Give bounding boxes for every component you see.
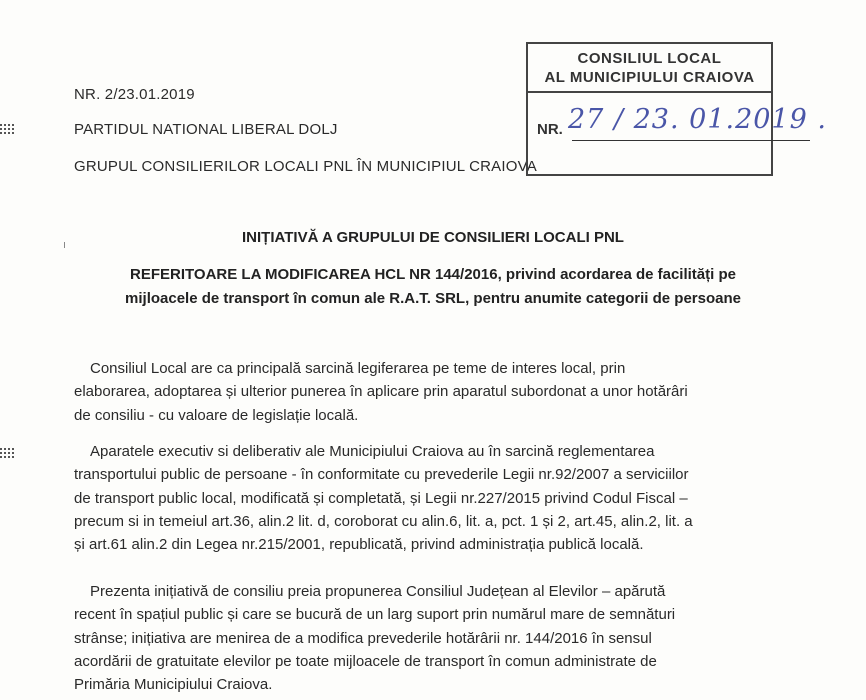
paragraph-line: acordării de gratuitate elevilor pe toate mijloacele de transport în comun administrate de xyxy=(74,652,657,670)
document-title: INIȚIATIVĂ A GRUPULUI DE CONSILIERI LOCALI PNL xyxy=(242,229,624,246)
binder-hole-mark xyxy=(0,122,16,136)
paragraph-line: precum si in temeiul art.36, alin.2 lit. d, coroborat cu alin.6, lit. a, pct. 1 și 2, art.45, alin.2, lit. a xyxy=(74,512,693,530)
paragraph-line: strânse; inițiativa are menirea de a modifica prevederile hotărârii nr. 144/2016 în sensul xyxy=(74,629,652,647)
document-number: NR. 2/23.01.2019 xyxy=(74,86,195,103)
paragraph-line: și art.61 alin.2 din Legea nr.215/2001, republicată, privind administrația publică locală. xyxy=(74,536,644,554)
paragraph-2 xyxy=(74,440,786,556)
paragraph-line: de transport public local, modificată și completată, și Legii nr.227/2015 privind Codul Fiscal – xyxy=(74,489,688,507)
handwritten-registration: 27 / 23. 01.2019 . xyxy=(568,104,827,135)
stamp-nr-label: NR. xyxy=(537,121,563,138)
paragraph-line: elaborarea, adoptarea și ulterior punerea în aplicare prin aparatul subordonat a unor hotărâri xyxy=(74,383,688,401)
binder-hole-mark xyxy=(0,446,16,460)
paragraph-line: Primăria Municipiului Craiova. xyxy=(74,676,273,694)
party-name: PARTIDUL NATIONAL LIBERAL DOLJ xyxy=(74,121,338,138)
councillors-group: GRUPUL CONSILIERILOR LOCALI PNL ÎN MUNICIPIUL CRAIOVA xyxy=(74,158,537,175)
paragraph-line: Aparatele executiv si deliberativ ale Municipiului Craiova au în sarcină reglementarea xyxy=(90,443,655,460)
paragraph-line: Consiliul Local are ca principală sarcină legiferarea pe teme de interes local, prin xyxy=(90,360,626,377)
paragraph-1 xyxy=(74,357,786,427)
paragraph-line: recent în spațiul public și care se bucură de un larg suport prin numărul mare de semnături xyxy=(74,606,676,624)
document-subtitle-line1: REFERITOARE LA MODIFICAREA HCL NR 144/2016, privind acordarea de facilități pe xyxy=(130,266,736,283)
stamp-title-line2: AL MUNICIPIULUI CRAIOVA xyxy=(544,69,755,86)
registration-stamp xyxy=(526,42,827,176)
paragraph-3 xyxy=(74,580,786,696)
stamp-entry-line xyxy=(572,140,810,141)
paragraph-line: transportului public de persoane - în conformitate cu prevederile Legii nr.92/2007 a serviciilor xyxy=(74,466,689,484)
document-subtitle-line2: mijloacele de transport în comun ale R.A.T. SRL, pentru anumite categorii de persoane xyxy=(125,290,741,307)
paragraph-line: de consiliu - cu valoare de legislație locală. xyxy=(74,406,359,424)
stamp-title-line1: CONSILIUL LOCAL xyxy=(577,50,722,67)
paragraph-line: Prezenta inițiativă de consiliu preia propunerea Consiliul Județean al Elevilor – apărută xyxy=(90,583,666,600)
stamp-divider xyxy=(528,91,771,93)
